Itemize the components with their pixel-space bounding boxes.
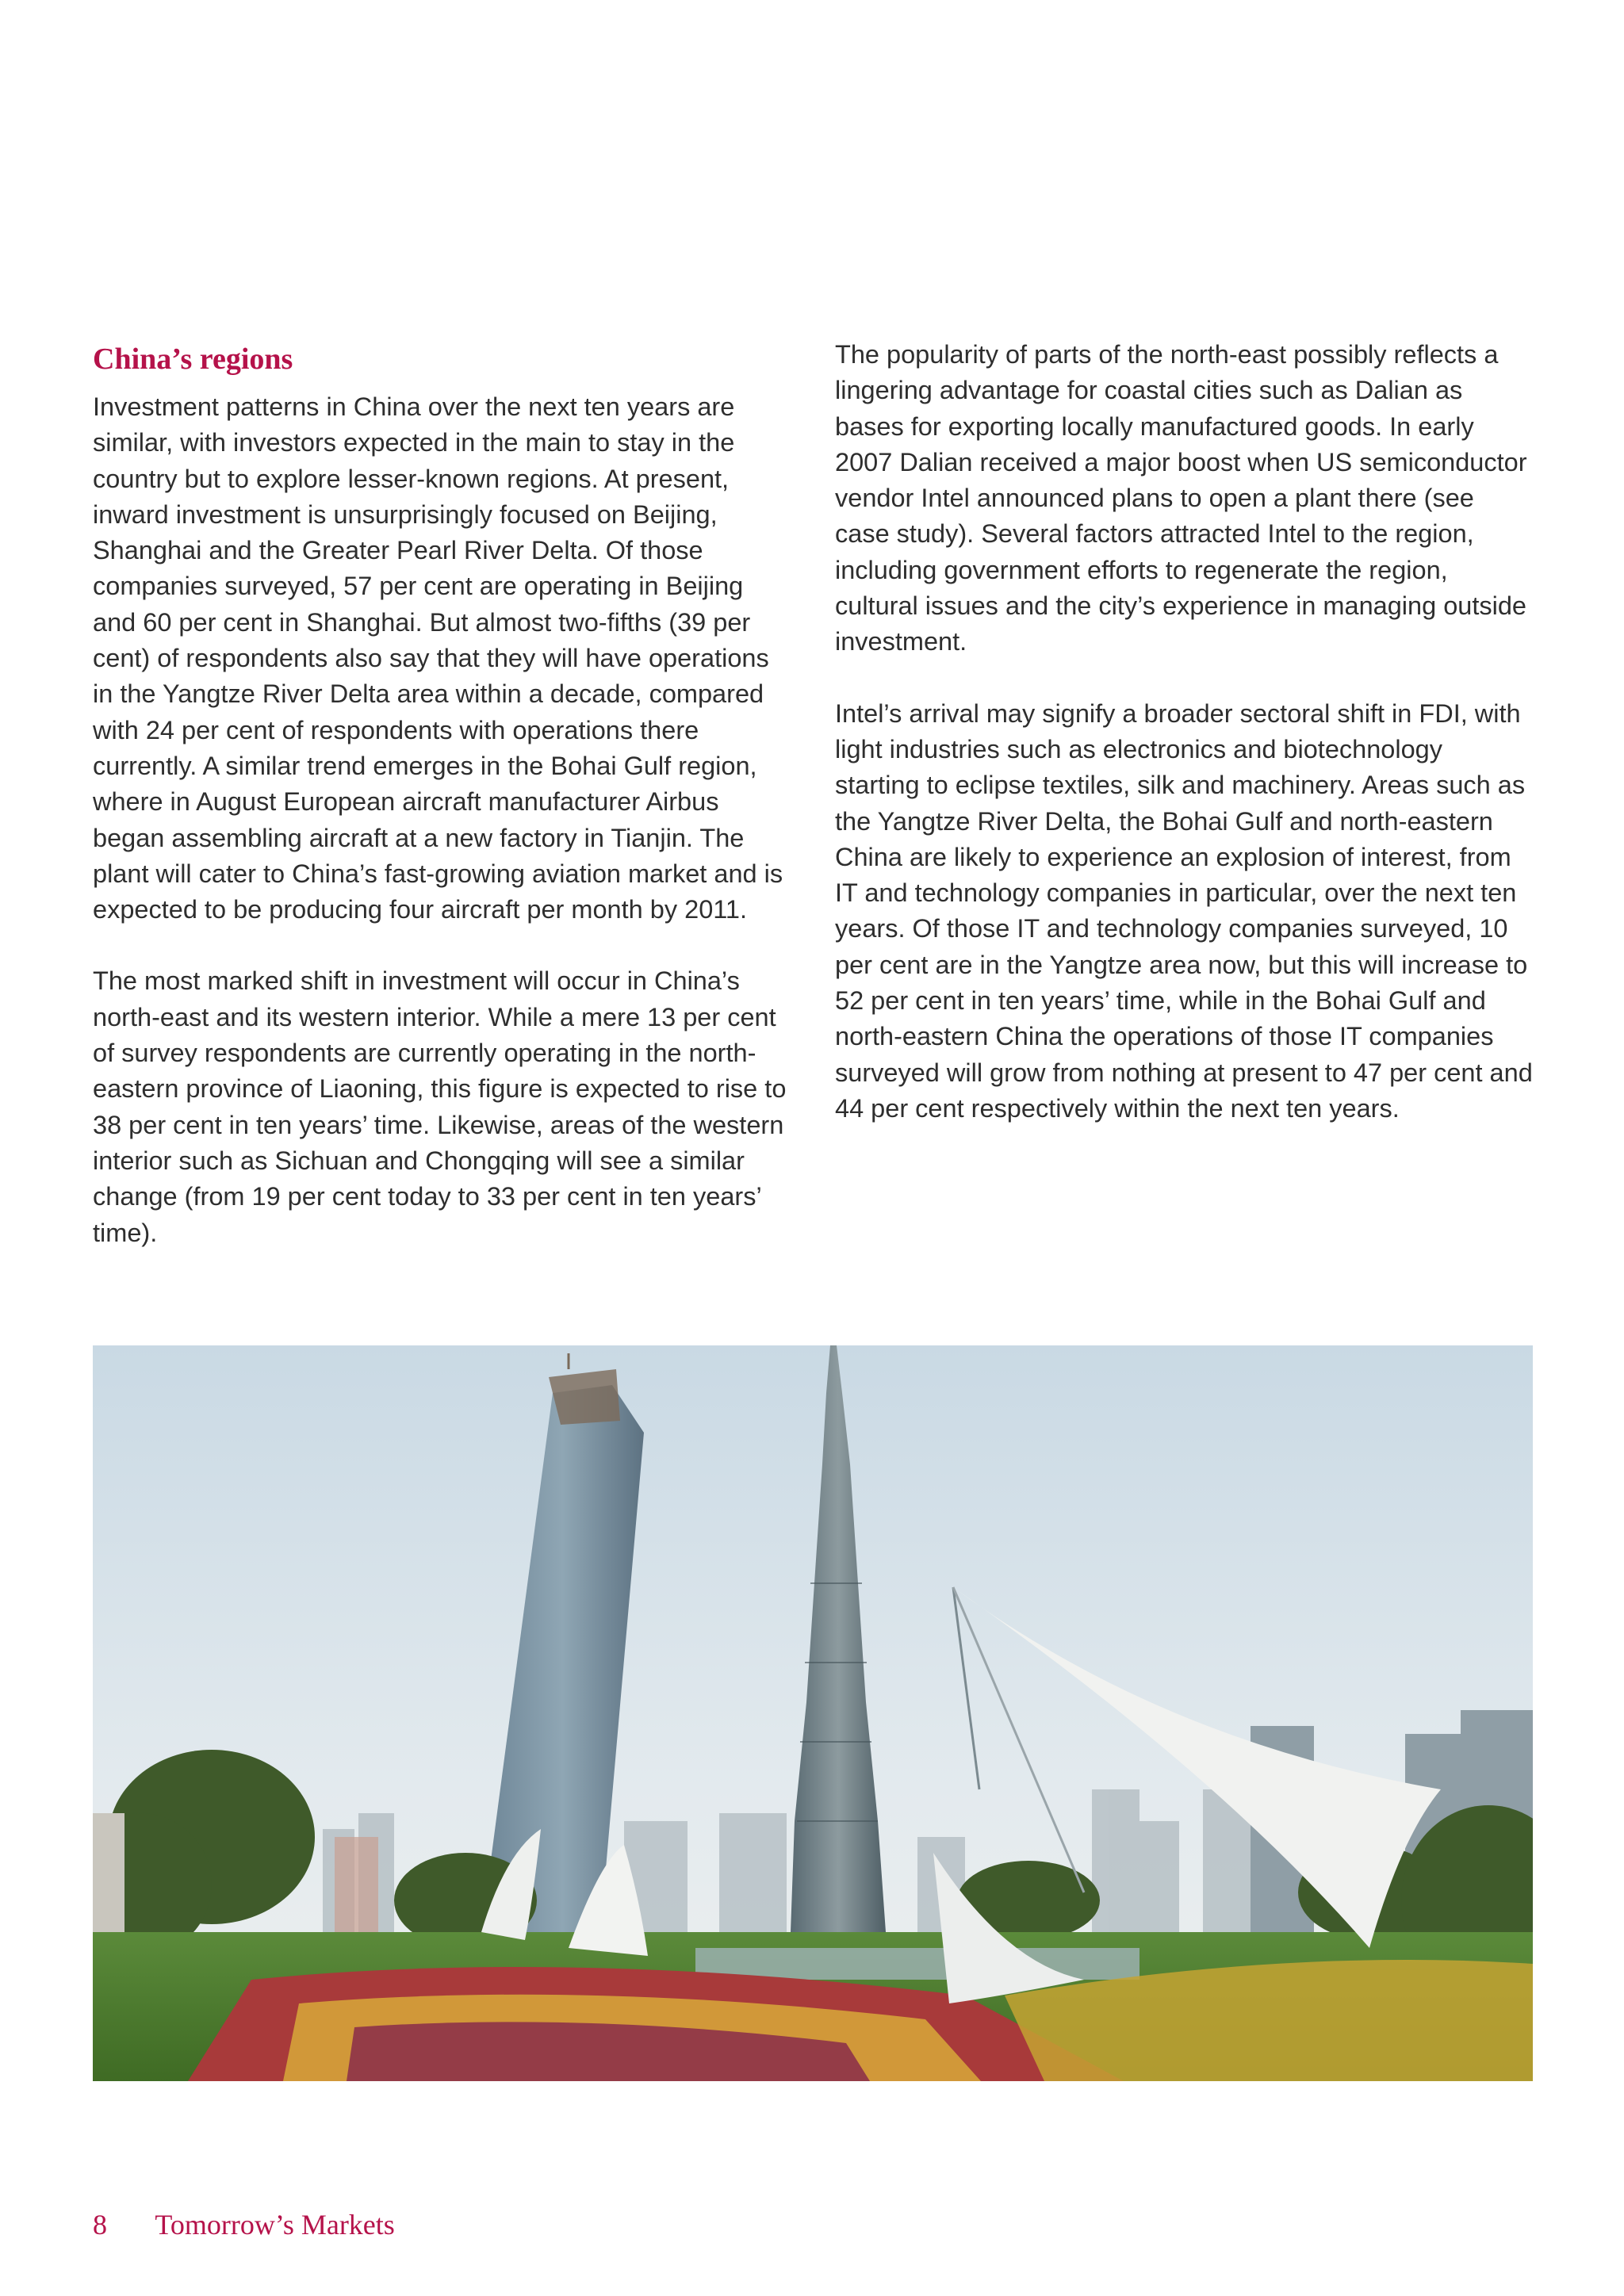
right-column xyxy=(835,337,1533,1162)
publication-title: Tomorrow’s Markets xyxy=(155,2209,395,2241)
shanghai-skyline-photo xyxy=(93,1345,1533,2081)
body-paragraph: Investment patterns in China over the next ten years are similar, with investors expected in the main to stay in the country but to explore lesser-known regions. At present, inward investment is unsurprisingly focused on Beijing, Shanghai and the Greater Pearl River Delta. Of those companies surveyed, 57 per cent are operating in Beijing and 60 per cent in Shanghai. But almost two-fifths (39 per cent) of respondents also say that they will have operations in the Yangtze River Delta area within a decade, compared with 24 per cent of respondents with operations there currently. A similar trend emerges in the Bohai Gulf region, where in August European aircraft manufacturer Airbus began assembling aircraft at a new factory in Tianjin. The plant will cater to China’s fast-growing aviation market and is expected to be producing four aircraft per month by 2011. xyxy=(93,392,783,924)
body-paragraph: The popularity of parts of the north-east possibly reflects a lingering advantage for coastal cities such as Dalian as bases for exporting locally manufactured goods. In early 2007 Dalian received a major boost when US semiconductor vendor Intel announced plans to open a plant there (see case study). Several factors attracted Intel to the region, including government efforts to regenerate the region, cultural issues and the city’s experience in managing outside investment. xyxy=(835,340,1527,656)
body-paragraph: The most marked shift in investment will occur in China’s north-east and its western interior. While a mere 13 per cent of survey respondents are currently operating in the north-eastern province of Liaoning, this figure is expected to rise to 38 per cent in ten years’ time. Likewise, areas of the western interior such as Sichuan and Chongqing will see a similar change (from 19 per cent today to 33 per cent in ten years’ time). xyxy=(93,966,787,1247)
section-heading: China’s regions xyxy=(93,342,293,376)
page-number: 8 xyxy=(93,2209,107,2241)
body-paragraph: Intel’s arrival may signify a broader sectoral shift in FDI, with light industries such as electronics and biotechnology starting to eclipse textiles, silk and machinery. Areas such as the Yangtze River Delta, the Bohai Gulf and north-eastern China are likely to experience an explosion of interest, from IT and technology companies in particular, over the next ten years. Of those IT and technology companies surveyed, 10 per cent are in the Yangtze area now, but this will increase to 52 per cent in ten years’ time, while in the Bohai Gulf and north-eastern China the operations of those IT companies surveyed will grow from nothing at present to 47 per cent and 44 per cent respectively within the next ten years. xyxy=(835,698,1533,1123)
left-column xyxy=(93,337,791,1287)
page-footer xyxy=(93,2208,395,2241)
